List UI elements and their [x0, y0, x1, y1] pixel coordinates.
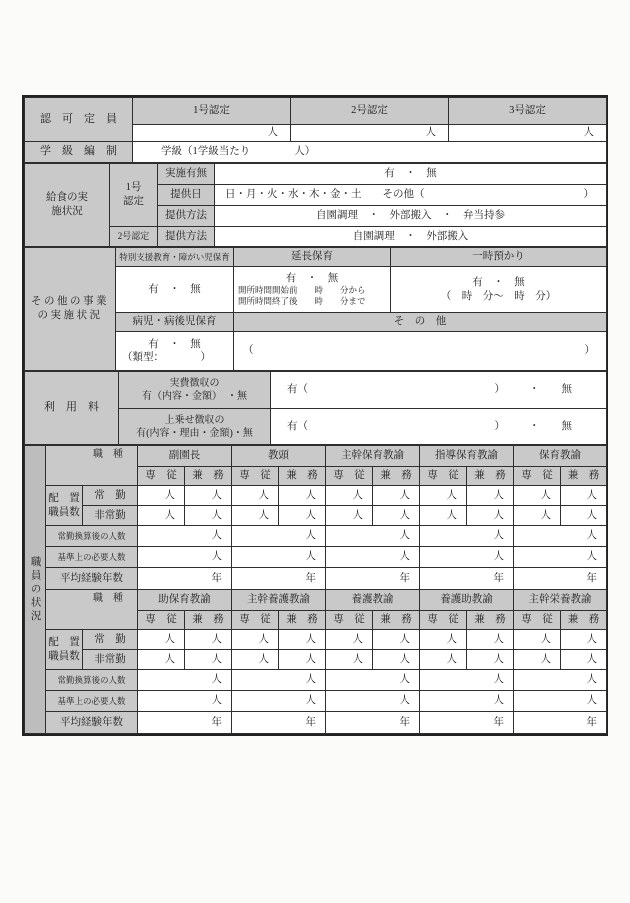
cert2-capacity-cell: 人: [291, 125, 449, 142]
occupation-header: 助保育教諭: [138, 590, 232, 611]
staff-count-cell: 人: [185, 630, 232, 650]
cert1-line1: 1号: [125, 182, 142, 194]
avg-experience-cell: 年: [514, 568, 607, 590]
avg-experience-cell: 年: [232, 568, 326, 590]
occupation-header: 保育教諭: [514, 446, 607, 467]
meals-section-label: [25, 164, 110, 247]
parttime-label: 非常勤: [83, 650, 138, 670]
surcharge-label-line2: 有(内容・理由・金額)・無: [136, 427, 253, 439]
surcharge-none: 無: [561, 420, 572, 432]
concurrent-header: 兼 務: [467, 611, 514, 630]
form-frame: [22, 95, 608, 736]
other-header: そ の 他: [234, 313, 607, 332]
capacity-section: [24, 97, 607, 163]
staff-side-label: 職員の状況: [29, 555, 41, 624]
occupation-kind-label-2: 職 種: [46, 590, 138, 630]
converted-count-label-1: 常勤換算後の人数: [46, 526, 138, 547]
other-open-paren: （: [243, 345, 254, 357]
dedicated-header: 専 従: [326, 611, 373, 630]
staff-count-cell: 人: [232, 506, 279, 526]
special-support-header: 特別支援教育・障がい児保育: [116, 248, 234, 267]
staff-count-cell: 人: [326, 650, 373, 670]
avg-experience-label-2: 平均経験年数: [46, 712, 138, 734]
class-organization-label: 学 級 編 制: [25, 142, 133, 163]
required-count-cell: 人: [326, 691, 420, 712]
other-programs-label-line1: その他の事業: [31, 296, 109, 308]
converted-count-cell: 人: [514, 526, 607, 547]
avg-experience-cell: 年: [138, 568, 232, 590]
staff-count-cell: 人: [279, 650, 326, 670]
staff-count-cell: 人: [467, 486, 514, 506]
provision-days-text: 日・月・火・水・木・金・土 その他（: [225, 189, 425, 201]
actual-cost-open: 有（: [287, 384, 308, 396]
other-close-paren: ）: [584, 345, 595, 357]
avg-experience-cell: 年: [326, 712, 420, 734]
avg-experience-cell: 年: [232, 712, 326, 734]
meals-cert2-label: 2号認定: [110, 227, 158, 247]
provision-days-close: ）: [583, 189, 594, 201]
avg-experience-cell: 年: [420, 712, 514, 734]
provision-method2-cell: 自園調理 ・ 外部搬入: [215, 227, 607, 247]
sick-child-care-value-cell: [116, 332, 234, 371]
staff-count-cell: 人: [185, 650, 232, 670]
required-count-cell: 人: [326, 547, 420, 568]
parttime-label: 非常勤: [83, 506, 138, 526]
temporary-care-value-cell: [391, 267, 607, 313]
staff-count-cell: 人: [138, 506, 185, 526]
staff-count-cell: 人: [514, 650, 561, 670]
dedicated-header: 専 従: [514, 611, 561, 630]
concurrent-header: 兼 務: [373, 467, 420, 486]
staff-count-cell: 人: [185, 506, 232, 526]
required-count-cell: 人: [420, 547, 514, 568]
staff-count-cell: 人: [514, 506, 561, 526]
sick-child-care-header: 病児・病後児保育: [116, 313, 234, 332]
special-support-value-cell: 有 ・ 無: [116, 267, 234, 313]
occupation-header: 主幹養護教諭: [232, 590, 326, 611]
placement-label-line2: 職員数: [48, 650, 80, 662]
staff-count-cell: 人: [232, 630, 279, 650]
meals-cert1-label: [110, 164, 158, 227]
required-count-cell: 人: [232, 547, 326, 568]
placement-label-line1: 配 置: [48, 492, 80, 504]
staff-count-cell: 人: [373, 486, 420, 506]
concurrent-header: 兼 務: [279, 467, 326, 486]
avg-experience-cell: 年: [420, 568, 514, 590]
staff-count-cell: 人: [279, 486, 326, 506]
placement-label-line2: 職員数: [48, 506, 80, 518]
dedicated-header: 専 従: [514, 467, 561, 486]
temporary-care-hours: （ 時 分～ 時 分）: [440, 290, 557, 302]
sick-care-type-open: （類型：: [122, 352, 164, 363]
converted-count-cell: 人: [326, 526, 420, 547]
occupation-header: 副園長: [138, 446, 232, 467]
staff-count-cell: 人: [373, 630, 420, 650]
extended-care-header: 延長保育: [234, 248, 391, 267]
concurrent-header: 兼 務: [373, 611, 420, 630]
provision-method1-label: 提供方法: [158, 206, 215, 227]
staff-count-cell: 人: [420, 506, 467, 526]
cert1-line2: 認定: [123, 196, 144, 207]
fulltime-label: 常 勤: [83, 486, 138, 506]
staff-count-cell: 人: [514, 486, 561, 506]
converted-count-cell: 人: [138, 526, 232, 547]
class-org-text: 学級（1学級当たり: [161, 146, 251, 158]
concurrent-header: 兼 務: [561, 467, 607, 486]
staff-count-cell: 人: [232, 650, 279, 670]
converted-count-cell: 人: [420, 670, 514, 691]
occupation-header: 養護教諭: [326, 590, 420, 611]
dedicated-header: 専 従: [326, 467, 373, 486]
staff-count-cell: 人: [561, 506, 607, 526]
staff-section: [24, 445, 607, 734]
staff-count-cell: 人: [514, 630, 561, 650]
occupation-header: 主幹栄養教諭: [514, 590, 607, 611]
class-organization-cell: [133, 142, 607, 163]
staff-count-cell: 人: [326, 486, 373, 506]
required-count-label-1: 基準上の必要人数: [46, 547, 138, 568]
other-value-cell: [234, 332, 607, 371]
cert3-capacity-cell: 人: [449, 125, 607, 142]
staff-count-cell: 人: [138, 486, 185, 506]
staff-count-cell: 人: [467, 650, 514, 670]
cert1-column-header: 1号認定: [133, 98, 291, 125]
surcharge-label-line1: 上乗せ徴収の: [164, 414, 225, 426]
staff-count-cell: 人: [373, 650, 420, 670]
staff-count-cell: 人: [420, 650, 467, 670]
converted-count-cell: 人: [420, 526, 514, 547]
provision-days-cell: [215, 185, 607, 206]
placement-label-line1: 配 置: [48, 636, 80, 648]
staff-side-label-cell: [25, 446, 46, 734]
provision-method2-label: 提供方法: [158, 227, 215, 247]
occupation-header: 教頭: [232, 446, 326, 467]
cert3-column-header: 3号認定: [449, 98, 607, 125]
converted-count-cell: 人: [326, 670, 420, 691]
staff-count-cell: 人: [420, 630, 467, 650]
staff-count-cell: 人: [138, 630, 185, 650]
concurrent-header: 兼 務: [185, 611, 232, 630]
temporary-care-header: 一時預かり: [391, 248, 607, 267]
cert1-capacity-cell: 人: [133, 125, 291, 142]
staff-count-cell: 人: [232, 486, 279, 506]
actual-cost-none: 無: [561, 384, 572, 396]
actual-cost-label: [119, 372, 271, 409]
actual-cost-value-cell: [271, 372, 607, 409]
dedicated-header: 専 従: [138, 611, 185, 630]
avg-experience-cell: 年: [326, 568, 420, 590]
required-count-cell: 人: [138, 547, 232, 568]
class-org-unit: 人）: [294, 146, 316, 158]
required-count-cell: 人: [514, 691, 607, 712]
placement-count-label-2: [46, 630, 83, 670]
concurrent-header: 兼 務: [185, 467, 232, 486]
staff-count-cell: 人: [279, 506, 326, 526]
staff-count-cell: 人: [373, 506, 420, 526]
converted-count-label-2: 常勤換算後の人数: [46, 670, 138, 691]
sick-care-type-close: ）: [200, 352, 211, 363]
staff-count-cell: 人: [185, 486, 232, 506]
required-count-cell: 人: [232, 691, 326, 712]
required-count-cell: 人: [138, 691, 232, 712]
dedicated-header: 専 従: [420, 611, 467, 630]
placement-count-label-1: [46, 486, 83, 526]
staff-count-cell: 人: [279, 630, 326, 650]
converted-count-cell: 人: [232, 526, 326, 547]
actual-cost-dot: ・: [529, 384, 540, 396]
fees-label: 利 用 料: [25, 372, 119, 445]
temporary-care-yesno: 有 ・ 無: [472, 277, 525, 289]
extended-care-after: 開所時間終了後 時 分まで: [238, 296, 366, 307]
converted-count-cell: 人: [514, 670, 607, 691]
avg-experience-cell: 年: [514, 712, 607, 734]
staff-count-cell: 人: [138, 650, 185, 670]
staff-count-cell: 人: [561, 630, 607, 650]
staff-count-cell: 人: [326, 506, 373, 526]
staff-count-cell: 人: [561, 650, 607, 670]
provision-method1-cell: 自園調理 ・ 外部搬入 ・ 弁当持参: [215, 206, 607, 227]
surcharge-label: [119, 409, 271, 445]
staff-count-cell: 人: [467, 506, 514, 526]
implementation-value-cell: 有 ・ 無: [215, 164, 607, 185]
occupation-header: 主幹保育教諭: [326, 446, 420, 467]
dedicated-header: 専 従: [232, 467, 279, 486]
dedicated-header: 専 従: [232, 611, 279, 630]
concurrent-header: 兼 務: [279, 611, 326, 630]
occupation-header: 養護助教諭: [420, 590, 514, 611]
occupation-kind-label-1: 職 種: [46, 446, 138, 486]
staff-count-cell: 人: [467, 630, 514, 650]
implementation-label: 実施有無: [158, 164, 215, 185]
converted-count-cell: 人: [138, 670, 232, 691]
required-count-cell: 人: [420, 691, 514, 712]
other-programs-label-line2: の実施状況: [37, 310, 103, 321]
other-programs-label: [25, 248, 116, 371]
staff-count-cell: 人: [326, 630, 373, 650]
concurrent-header: 兼 務: [467, 467, 514, 486]
extended-care-value-cell: [234, 267, 391, 313]
dedicated-header: 専 従: [420, 467, 467, 486]
required-count-cell: 人: [514, 547, 607, 568]
sick-care-yesno: 有 ・ 無: [148, 338, 201, 350]
concurrent-header: 兼 務: [561, 611, 607, 630]
other-programs-section: [24, 247, 607, 371]
provision-days-label: 提供日: [158, 185, 215, 206]
meals-label-line2: 施状況: [51, 206, 83, 217]
capacity-label: 認 可 定 員: [25, 98, 133, 142]
staff-count-cell: 人: [561, 486, 607, 506]
required-count-label-2: 基準上の必要人数: [46, 691, 138, 712]
extended-care-yesno: 有 ・ 無: [285, 273, 339, 285]
staff-count-cell: 人: [420, 486, 467, 506]
cert2-column-header: 2号認定: [291, 98, 449, 125]
surcharge-open: 有（: [287, 420, 308, 432]
meals-label-line1: 給食の実: [46, 192, 88, 204]
converted-count-cell: 人: [232, 670, 326, 691]
actual-cost-close: ）: [494, 384, 505, 396]
avg-experience-cell: 年: [138, 712, 232, 734]
surcharge-dot: ・: [529, 420, 540, 432]
surcharge-value-cell: [271, 409, 607, 445]
meals-section: [24, 163, 607, 247]
actual-cost-label-line1: 実費徴収の: [169, 378, 220, 389]
avg-experience-label-1: 平均経験年数: [46, 568, 138, 590]
occupation-header: 指導保育教諭: [420, 446, 514, 467]
fees-section: [24, 371, 607, 445]
extended-care-before: 開所時間開始前 時 分から: [238, 285, 366, 296]
fulltime-label: 常 勤: [83, 630, 138, 650]
actual-cost-label-line2: 有（内容・金額） ・無: [142, 391, 247, 402]
surcharge-close: ）: [494, 420, 505, 432]
dedicated-header: 専 従: [138, 467, 185, 486]
